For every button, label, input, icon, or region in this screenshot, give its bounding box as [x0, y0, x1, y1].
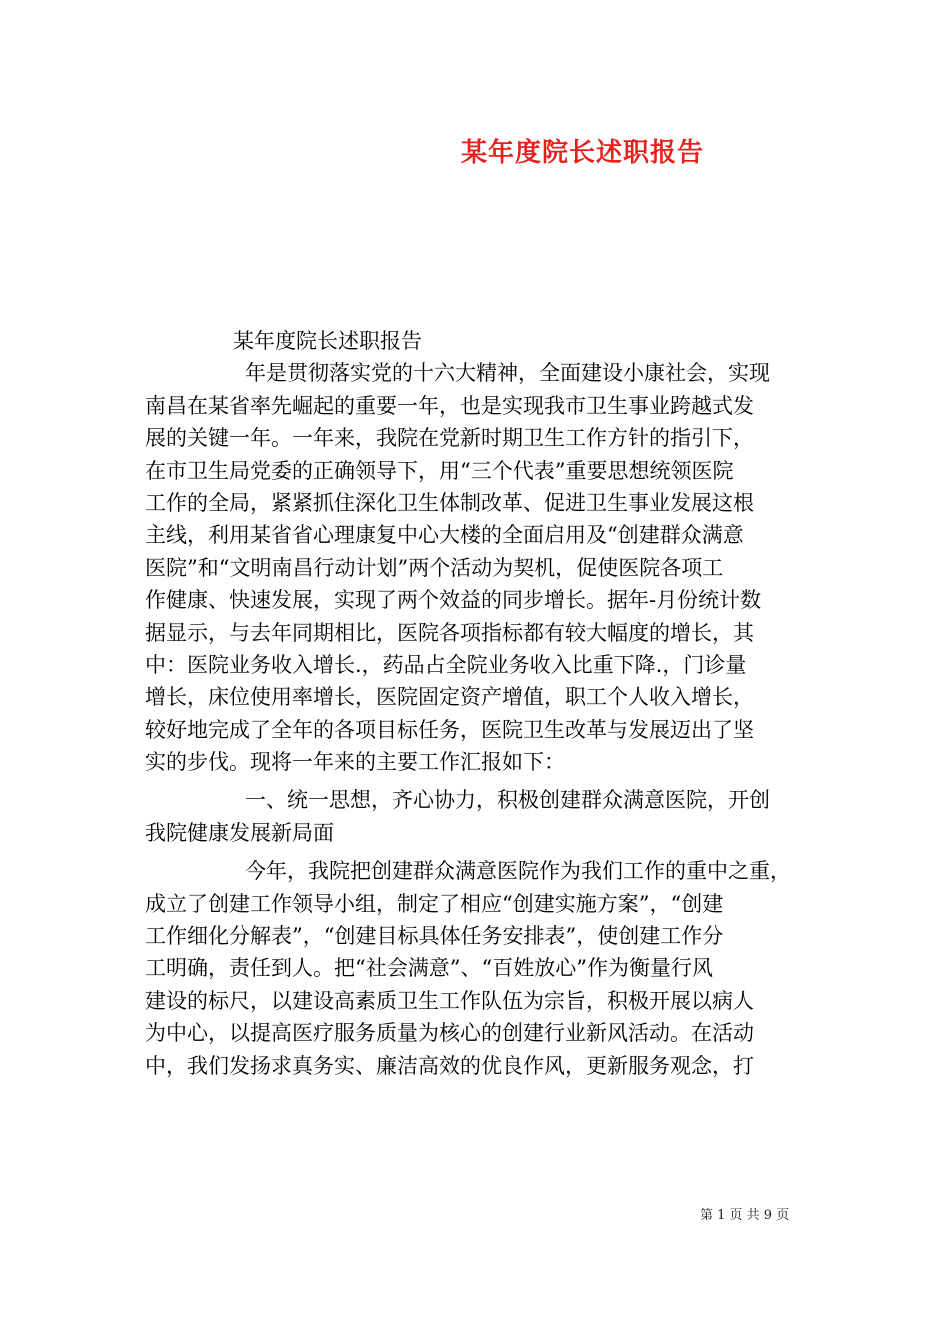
- paragraph-line: 一、统一思想，齐心协力，积极创建群众满意医院，开创: [245, 788, 770, 813]
- page-number-footer: 第 1 页 共 9 页: [700, 1208, 790, 1223]
- paragraph-line: 展的关键一年。一年来，我院在党新时期卫生工作方针的指引下，: [145, 426, 754, 451]
- paragraph: [145, 855, 810, 1082]
- paragraph-line: 年是贯彻落实党的十六大精神，全面建设小康社会，实现: [245, 361, 770, 386]
- paragraph-line: 医院”和“文明南昌行动计划”两个活动为契机，促使医院各项工: [145, 555, 724, 580]
- paragraph-line: 中，我们发扬求真务实、廉洁高效的优良作风，更新服务观念，打: [145, 1053, 754, 1078]
- paragraph: [145, 784, 810, 849]
- paragraph-line: 增长，床位使用率增长，医院固定资产增值，职工个人收入增长，: [145, 685, 754, 710]
- paragraph-line: 工作细化分解表”，“创建目标具体任务安排表”，使创建工作分: [145, 924, 724, 949]
- paragraph-line: 主线，利用某省省心理康复中心大楼的全面启用及“创建群众满意: [145, 523, 744, 548]
- paragraph-line: 工作的全局，紧紧抓住深化卫生体制改革、促进卫生事业发展这根: [145, 490, 754, 515]
- paragraph-line: 据显示，与去年同期相比，医院各项指标都有较大幅度的增长，其: [145, 620, 754, 645]
- paragraph-line: 为中心，以提高医疗服务质量为核心的创建行业新风活动。在活动: [145, 1021, 754, 1046]
- paragraph-line: 成立了创建工作领导小组，制定了相应“创建实施方案”，“创建: [145, 891, 724, 916]
- document-body: [145, 325, 810, 1082]
- page-title: 某年度院长述职报告: [460, 138, 704, 168]
- paragraph-line: 较好地完成了全年的各项目标任务，医院卫生改革与发展迈出了坚: [145, 717, 754, 742]
- paragraph-line: 我院健康发展新局面: [145, 820, 334, 845]
- paragraph-line: 实的步伐。现将一年来的主要工作汇报如下：: [145, 750, 565, 775]
- paragraph-line: 南昌在某省率先崛起的重要一年，也是实现我市卫生事业跨越式发: [145, 393, 754, 418]
- paragraph-line: 在市卫生局党委的正确领导下，用“三个代表”重要思想统领医院: [145, 458, 734, 483]
- paragraph-line: 工明确，责任到人。把“社会满意”、“百姓放心”作为衡量行风: [145, 956, 713, 981]
- paragraph-line: 作健康、快速发展，实现了两个效益的同步增长。据年-月份统计数: [145, 588, 762, 613]
- paragraph-line: 建设的标尺，以建设高素质卫生工作队伍为宗旨，积极开展以病人: [145, 988, 754, 1013]
- document-subtitle: 某年度院长述职报告: [233, 329, 422, 353]
- paragraph-line: 今年，我院把创建群众满意医院作为我们工作的重中之重，: [245, 859, 791, 884]
- paragraph: [145, 357, 810, 778]
- paragraph-line: 中：医院业务收入增长.，药品占全院业务收入比重下降.，门诊量: [145, 652, 747, 677]
